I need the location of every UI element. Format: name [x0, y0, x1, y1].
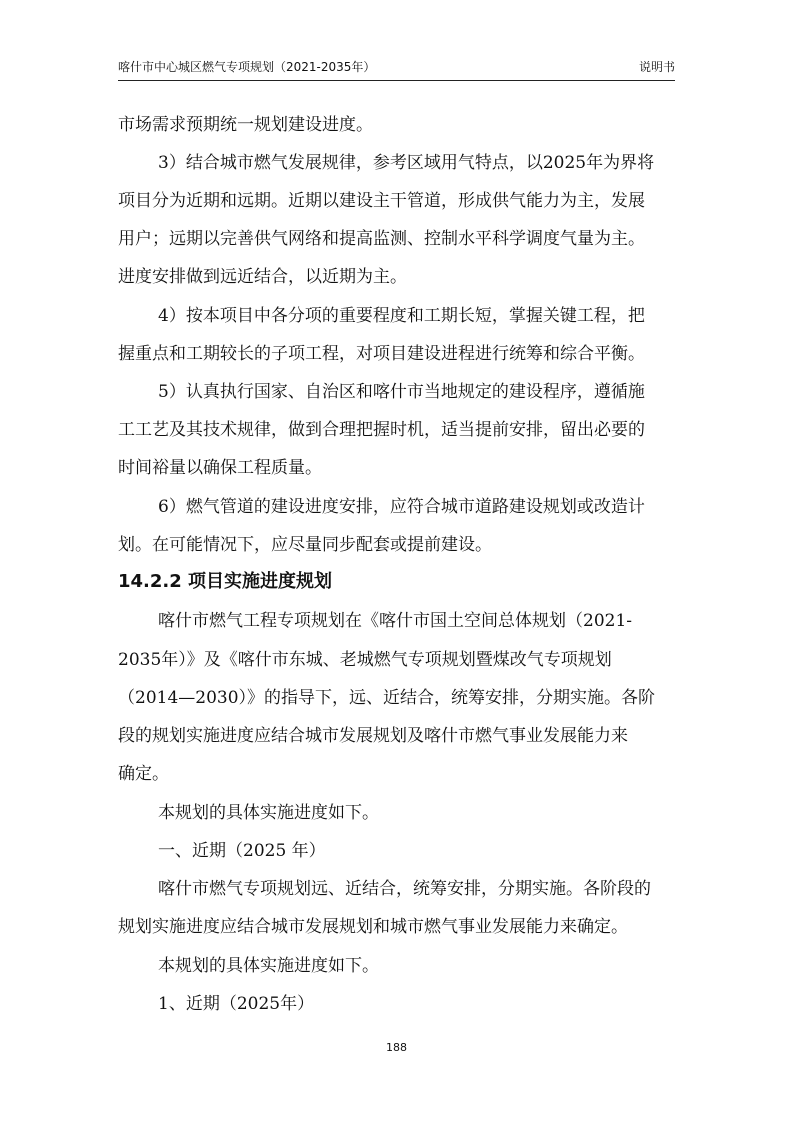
document-type-label: 说明书 — [638, 60, 675, 74]
text-line: 工工艺及其技术规律，做到合理把握时机，适当提前安排，留出必要的 — [118, 420, 645, 440]
text-line: 划。在可能情况下，应尽量同步配套或提前建设。 — [118, 535, 492, 555]
text-line: 喀什市燃气专项规划远、近结合，统筹安排，分期实施。各阶段的 — [158, 879, 651, 899]
page-number: 188 — [386, 1041, 407, 1054]
text-line: 6）燃气管道的建设进度安排，应符合城市道路建设规划或改造计 — [158, 497, 645, 517]
text-line: 市场需求预期统一规划建设进度。 — [118, 115, 373, 135]
text-line: 规划实施进度应结合城市发展规划和城市燃气事业发展能力来确定。 — [118, 917, 628, 937]
text-line: 确定。 — [118, 764, 169, 784]
text-line: 时间裕量以确保工程质量。 — [118, 458, 322, 478]
text-line: 5）认真执行国家、自治区和喀什市当地规定的建设程序，遵循施 — [158, 382, 645, 402]
page-header — [118, 56, 675, 78]
text-line: 2035年）》及《喀什市东城、老城燃气专项规划暨煤改气专项规划 — [118, 650, 612, 670]
text-line: 3）结合城市燃气发展规律，参考区域用气特点，以2025年为界将 — [158, 153, 655, 173]
text-line: 本规划的具体实施进度如下。 — [158, 803, 379, 823]
text-line: 项目分为近期和远期。近期以建设主干管道，形成供气能力为主，发展 — [118, 191, 645, 211]
text-line: 4）按本项目中各分项的重要程度和工期长短，掌握关键工程，把 — [158, 306, 645, 326]
text-line: 段的规划实施进度应结合城市发展规划及喀什市燃气事业发展能力来 — [118, 726, 628, 746]
header-divider — [118, 80, 675, 81]
text-line: 一、近期（2025 年） — [158, 841, 326, 861]
text-line: 1、近期（2025年） — [158, 994, 315, 1014]
text-line: （2014—2030）》的指导下，远、近结合，统筹安排，分期实施。各阶 — [118, 688, 656, 708]
section-heading: 14.2.2 项目实施进度规划 — [118, 571, 333, 592]
document-title: 喀什市中心城区燃气专项规划（2021-2035年） — [118, 60, 376, 74]
text-line: 喀什市燃气工程专项规划在《喀什市国土空间总体规划（2021- — [158, 611, 633, 631]
text-line: 本规划的具体实施进度如下。 — [158, 956, 379, 976]
text-line: 用户；远期以完善供气网络和提高监测、控制水平科学调度气量为主。 — [118, 229, 645, 249]
text-line: 进度安排做到远近结合，以近期为主。 — [118, 267, 407, 287]
text-line: 握重点和工期较长的子项工程，对项目建设进程进行统筹和综合平衡。 — [118, 344, 645, 364]
